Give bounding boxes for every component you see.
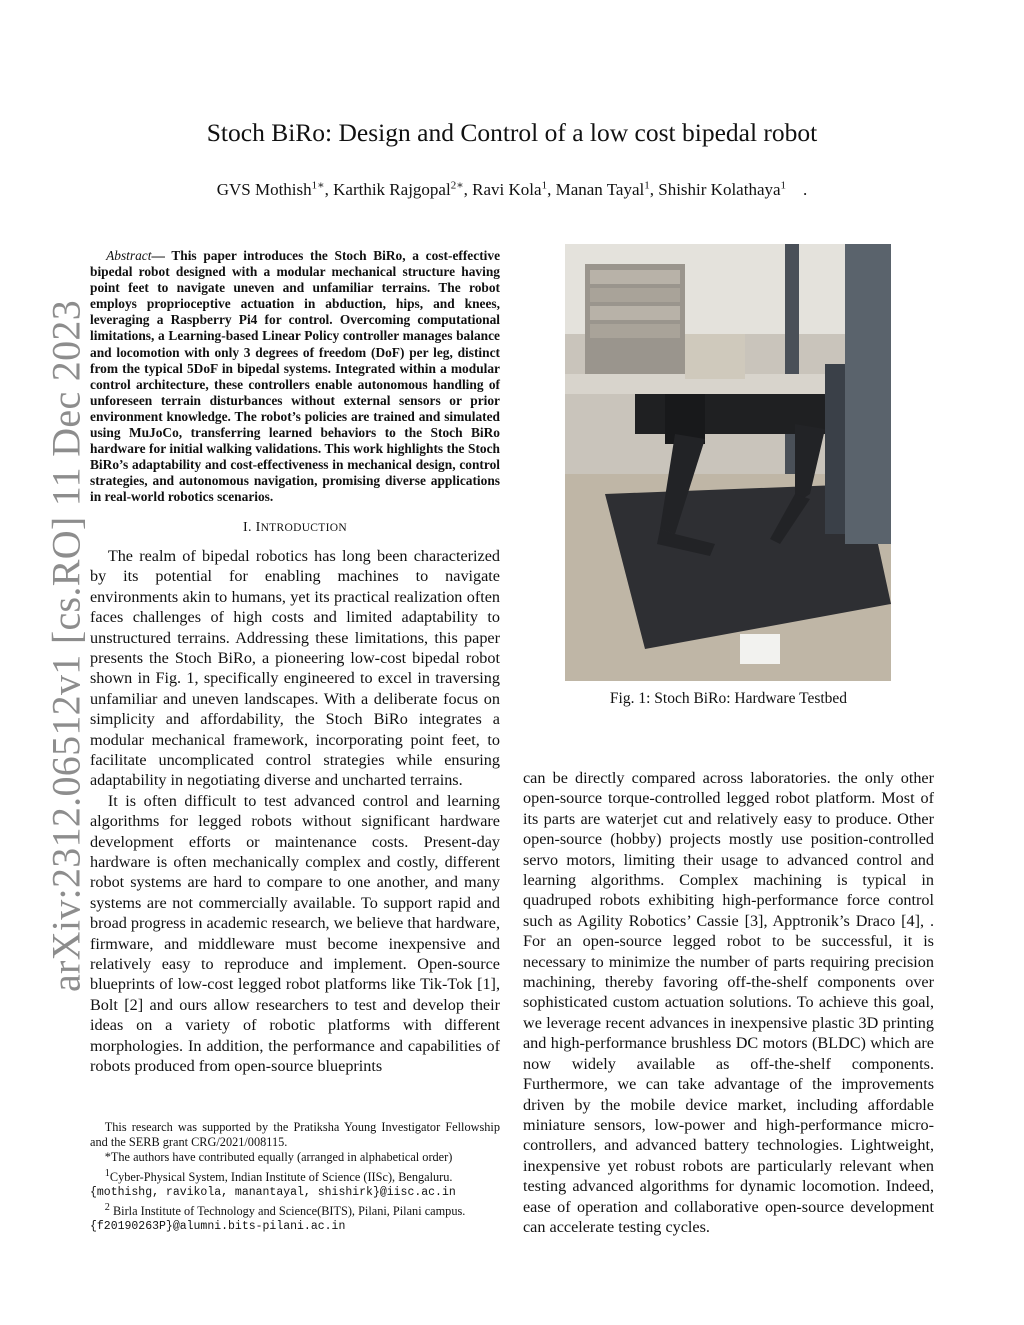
affiliation-2: $^2$ Birla Institute of Technology and Science(BITS), Pilani, Pilani campus.: [104, 1202, 466, 1219]
intro-paragraph-2: It is often difficult to test advanced control and learning algorithms for legged robots without significant hardware development efforts or maintenance costs. Present-day hardware is often mechanically complex and costly, different robot systems are hard to compare to one another, and many systems are not commercially available. To support rapid and broad progress in academic research, we believe that hardware, firmware, and middleware must become inexpensive and relatively easy to reproduce and implement. Open-source blueprints of low-cost legged robot platforms like Tik-Tok [1], Bolt [2] and ours allow researchers to test and develop their ideas on a variety of robotic platforms with different morphologies. In addition, the performance and capabilities of robots produced from open-source blueprints: [90, 791, 500, 1076]
right-column-paragraph: can be directly compared across laboratories. the only other open-source torque-controlled legged robot platform. Most of its parts are waterjet cut and relatively easy to produce. Other open-source (hobby) projects mostly use position-controlled servo motors, limiting their usage to advanced control and learning algorithms. Complex machining is typical in quadruped robots exhibiting high-performance force control such as Agility Robotics’ Cassie [3], Apptronik’s Draco [4], . For an open-source legged robot to be successful, it is necessary to minimize the number of parts requiring precision machining, thereby favoring off-the-shelf components over sophisticated custom actuation solutions. To achieve this goal, we leverage recent advances in inexpensive plastic 3D printing and high-performance brushless DC motors (BLDC) which are now widely available as off-the-shelf components. Furthermore, we can take advantage of the improvements driven by the mobile device market, including affordable miniature sensors, low-power and high-performance micro-controllers, and advanced battery technologies. Lightweight, inexpensive yet robust robots are particularly relevant when testing advanced algorithms for dynamic locomotion. Indeed, ease of operation and collaborative open-source development can accelerate testing cycles.: [523, 769, 934, 1236]
right-column: [523, 768, 934, 1237]
author-list: [0, 178, 1024, 200]
author: Ravi Kola$^1$,: [472, 179, 556, 199]
robot-photo: [565, 244, 891, 681]
author: Manan Tayal$^1$,: [555, 179, 659, 199]
paper-title: Stoch BiRo: Design and Control of a low cost bipedal robot: [206, 118, 818, 147]
figure-caption: Fig. 1: Stoch BiRo: Hardware Testbed: [609, 690, 848, 707]
equal-contribution-footnote: *The authors have contributed equally (arranged in alphabetical order): [104, 1150, 453, 1165]
intro-paragraph-1: The realm of bipedal robotics has long been characterized by its potential for enabling machines to navigate environments akin to humans, yet its practical realization often faces challenges of high costs and limited adaptability to unstructured terrains. Addressing these limitations, this paper presents the Stoch BiRo, a pioneering low-cost bipedal robot shown in Fig. 1, specifically engineered to excel in traversing unfamiliar and uneven landscapes. With a deliberate focus on simplicity and affordability, the Stoch BiRo integrates a modular mechanical framework, incorporating point feet, to facilitate uncomplicated control strategies while ensuring adaptability in negotiating diverse and uncharted terrains.: [90, 546, 500, 790]
author: GVS Mothish$^{1∗}$,: [216, 179, 334, 199]
author: Karthik Rajgopal$^{2∗}$,: [333, 179, 473, 199]
author: Shishir Kolathaya$^1$ .: [658, 179, 808, 199]
email-2: {f20190263P}@alumni.bits-pilani.ac.in: [90, 1220, 346, 1234]
footnotes: [90, 1120, 500, 1235]
email-1: {mothishg, ravikola, manantayal, shishirk}@iisc.ac.in: [90, 1185, 456, 1199]
section-heading-introduction: I. INTRODUCTION: [243, 519, 347, 535]
left-column: [90, 248, 500, 1076]
arxiv-identifier: arXiv:2312.06512v1 [cs.RO] 11 Dec 2023: [43, 299, 89, 993]
abstract: Abstract— This paper introduces the Stoch BiRo, a cost-effective bipedal robot designed with a modular mechanical structure having point feet to navigate uneven and unfamiliar terrains. The robot employs proprioceptive actuation in abduction, hips, and knees, leveraging a Raspberry Pi4 for control. Overcoming computational limitations, a Learning-based Linear Policy controller manages balance and locomotion with only 3 degrees of freedom (DoF) per leg, distinct from the typical 5DoF in bipedal systems. Integrated within a modular control architecture, these controllers enable autonomous handling of unforeseen terrain disturbances without external sensors or prior environment knowledge. The robot’s policies are trained and simulated using MuJoCo, transferring learned behaviors to the Stoch BiRo hardware for initial walking validations. This work highlights the Stoch BiRo’s adaptability and cost-effectiveness in mechanical design, control strategies, and autonomous navigation, promising diverse applications in real-world robotics scenarios.: [90, 248, 501, 505]
affiliation-1: $^1$Cyber-Physical System, Indian Institute of Science (IISc), Bengaluru.: [104, 1167, 453, 1184]
funding-footnote: This research was supported by the Pratiksha Young Investigator Fellowship and the SERB grant CRG/2021/008115.: [90, 1120, 500, 1150]
